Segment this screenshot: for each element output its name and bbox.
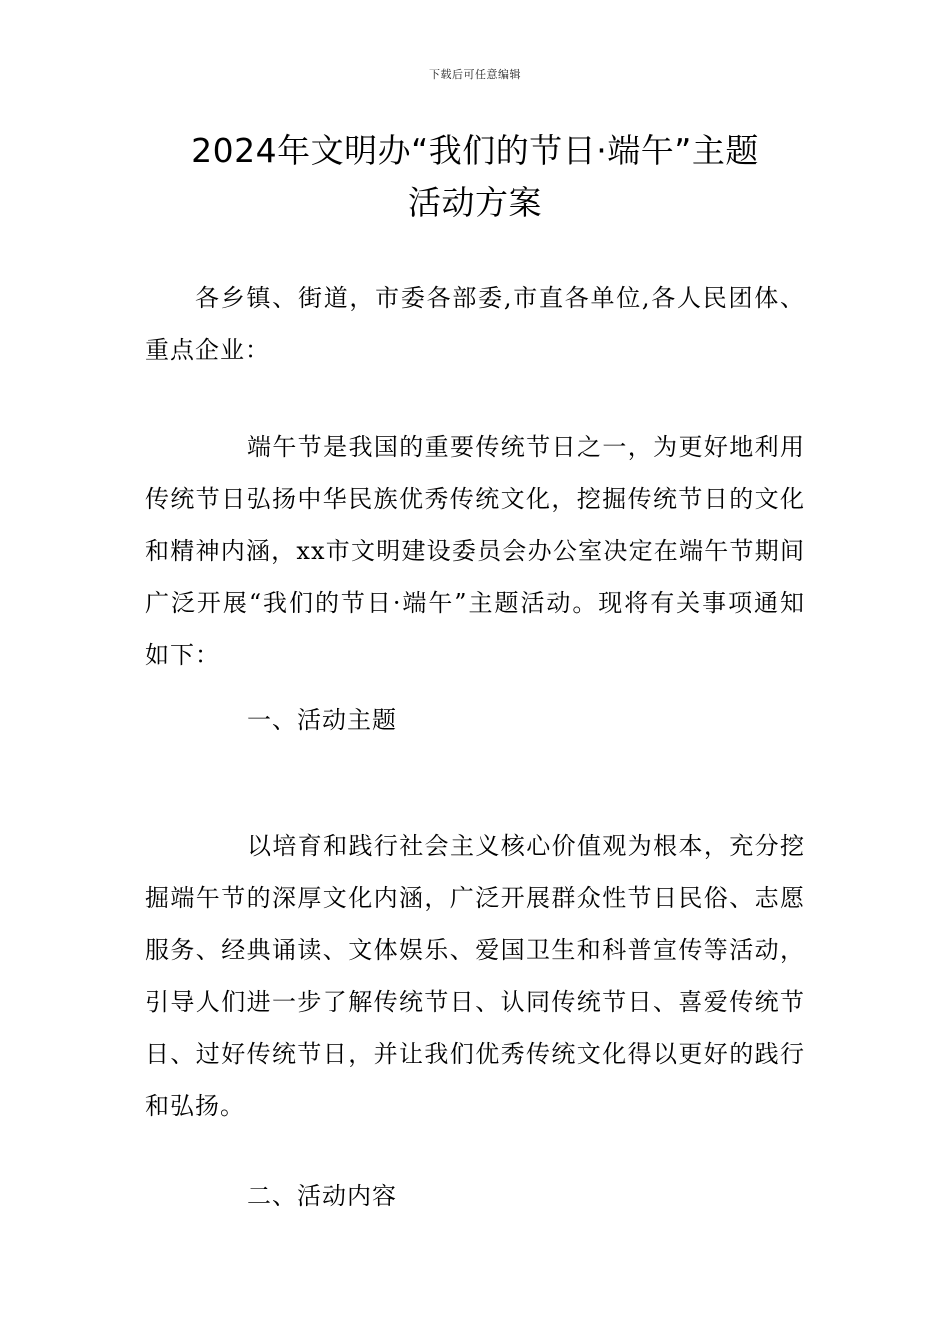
section-heading-content: 二、活动内容 (247, 1182, 397, 1210)
title-line-1: 2024年文明办“我们的节日·端午”主题 (191, 131, 759, 170)
theme-paragraph: 以培育和践行社会主义核心价值观为根本，充分挖掘端午节的深厚文化内涵，广泛开展群众性节日民俗、志愿服务、经典诵读、文体娱乐、爱国卫生和科普宣传等活动，引导人们进一步了解传统节日、认同传统节日、喜爱传统节日、过好传统节日，并让我们优秀传统文化得以更好的践行和弘扬。 (145, 832, 805, 1120)
intro-paragraph: 端午节是我国的重要传统节日之一，为更好地利用传统节日弘扬中华民族优秀传统文化，挖掘传统节日的文化和精神内涵，xx市文明建设委员会办公室决定在端午节期间广泛开展“我们的节日·端午”主题活动。现将有关事项通知如下： (145, 433, 805, 669)
header-note: 下载后可任意编辑 (429, 68, 521, 81)
title-line-2: 活动方案 (408, 183, 542, 222)
salutation-paragraph: 各乡镇、街道，市委各部委,市直各单位,各人民团体、重点企业： (145, 284, 805, 364)
document-title (120, 125, 830, 229)
section-heading-theme: 一、活动主题 (247, 706, 397, 734)
